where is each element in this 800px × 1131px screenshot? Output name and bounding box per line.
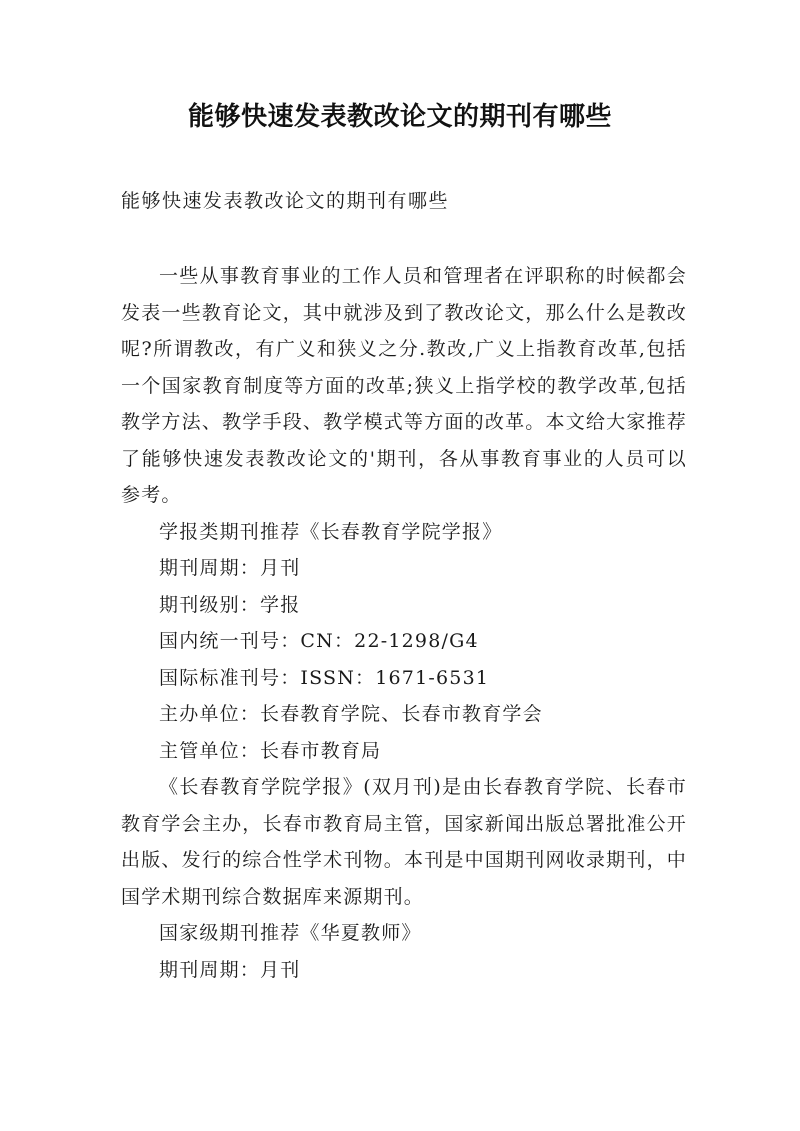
intro-paragraph: 一些从事教育事业的工作人员和管理者在评职称的时候都会发表一些教育论文，其中就涉及到了教改论文，那么什么是教改呢?所谓教改，有广义和狭义之分.教改,广义上指教育改革,包括一个国家教育制度等方面的改革;狭义上指学校的教学改革,包括教学方法、教学手段、教学模式等方面的改革。本文给大家推荐了能够快速发表教改论文的'期刊，各从事教育事业的人员可以参考。 bbox=[121, 265, 687, 506]
journal1-description: 《长春教育学院学报》(双月刊)是由长春教育学院、长春市教育学会主办，长春市教育局主管，国家新闻出版总署批准公开出版、发行的综合性学术刊物。本刊是中国期刊网收录期刊，中国学术期刊综合数据库来源期刊。 bbox=[121, 776, 687, 908]
journal1-sponsor: 主办单位：长春教育学院、长春市教育学会 bbox=[159, 703, 543, 725]
journal1-level: 期刊级别：学报 bbox=[159, 593, 301, 616]
journal2-cycle: 期刊周期：月刊 bbox=[159, 958, 301, 981]
journal1-issn: 国际标准刊号：ISSN：1671-6531 bbox=[159, 666, 490, 689]
journal1-cycle: 期刊周期：月刊 bbox=[159, 557, 301, 579]
document-body bbox=[121, 258, 687, 988]
journal1-heading: 学报类期刊推荐《长春教育学院学报》 bbox=[159, 520, 503, 543]
journal2-heading: 国家级期刊推荐《华夏教师》 bbox=[159, 922, 422, 944]
document-subtitle: 能够快速发表教改论文的期刊有哪些 bbox=[121, 190, 450, 212]
journal1-cn: 国内统一刊号：CN：22-1298/G4 bbox=[159, 630, 479, 652]
document-title: 能够快速发表教改论文的期刊有哪些 bbox=[187, 102, 612, 132]
journal1-supervisor: 主管单位：长春市教育局 bbox=[159, 739, 382, 762]
